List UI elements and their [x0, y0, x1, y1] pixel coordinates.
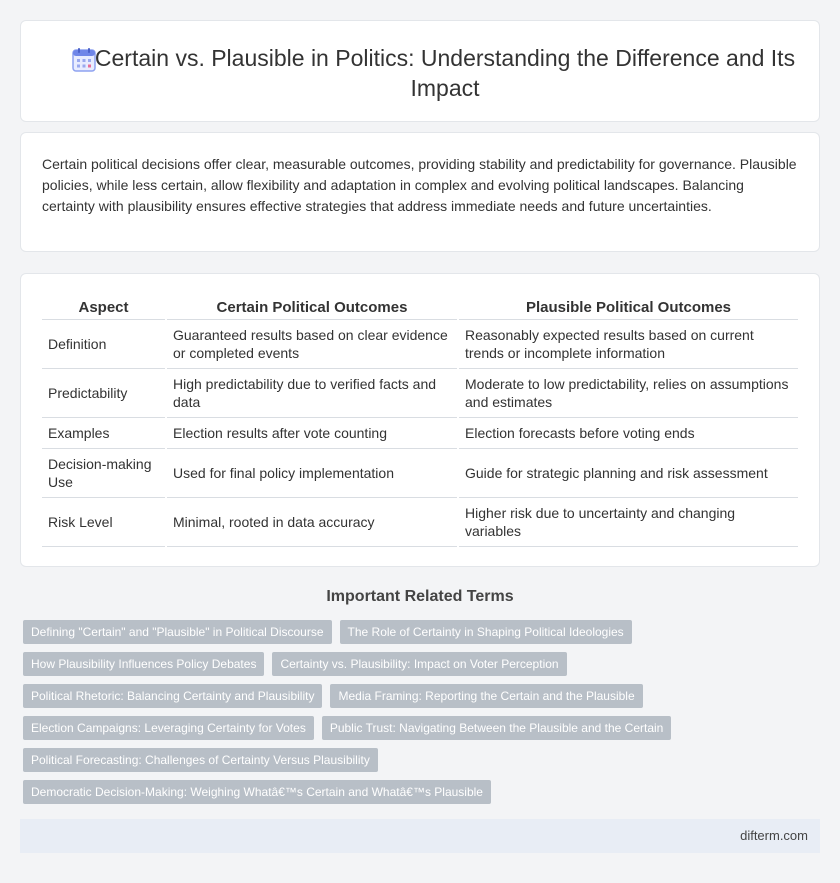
related-term-link[interactable]: Political Rhetoric: Balancing Certainty and Plausibility [23, 684, 322, 708]
related-term-link[interactable]: Election Campaigns: Leveraging Certainty for Votes [23, 716, 314, 740]
table-cell-certain: High predictability due to verified facts and data [166, 368, 458, 417]
table-cell-certain: Guaranteed results based on clear evidence or completed events [166, 319, 458, 368]
intro-text: Certain political decisions offer clear, measurable outcomes, providing stability and predictability for governance. Plausible policies, while less certain, allow flexibility and adaptation in complex and evolving political landscapes. Balancing certainty with plausibility ensures effective strategies that address immediate needs and future uncertainties. [42, 156, 797, 214]
tag-row [23, 620, 803, 644]
related-term-link[interactable]: Media Framing: Reporting the Certain and the Plausible [330, 684, 642, 708]
table-cell-aspect: Predictability [42, 368, 166, 417]
table-cell-certain: Used for final policy implementation [166, 448, 458, 497]
related-term-link[interactable]: Democratic Decision-Making: Weighing Whatâ€™s Certain and Whatâ€™s Plausible [23, 780, 491, 804]
table-cell-aspect: Risk Level [42, 497, 166, 546]
table-cell-aspect: Definition [42, 319, 166, 368]
related-term-link[interactable]: Political Forecasting: Challenges of Certainty Versus Plausibility [23, 748, 378, 772]
table-row [42, 417, 798, 448]
table-row [42, 368, 798, 417]
table-cell-plausible: Election forecasts before voting ends [458, 417, 798, 448]
column-header-plausible: Plausible Political Outcomes [458, 294, 798, 319]
footer [20, 819, 820, 853]
comparison-table [42, 294, 798, 547]
table-cell-aspect: Decision-making Use [42, 448, 166, 497]
table-cell-plausible: Higher risk due to uncertainty and changing variables [458, 497, 798, 546]
table-cell-certain: Election results after vote counting [166, 417, 458, 448]
calendar-icon [71, 47, 97, 73]
header [61, 43, 799, 103]
table-cell-aspect: Examples [42, 417, 166, 448]
page-title: Certain vs. Plausible in Politics: Understanding the Difference and Its Impact [94, 45, 796, 101]
table-row [42, 497, 798, 546]
related-term-link[interactable]: How Plausibility Influences Policy Debates [23, 652, 264, 676]
tag-row [23, 748, 803, 772]
related-term-link[interactable]: Certainty vs. Plausibility: Impact on Voter Perception [272, 652, 566, 676]
table-cell-plausible: Reasonably expected results based on current trends or incomplete information [458, 319, 798, 368]
related-term-link[interactable]: Defining "Certain" and "Plausible" in Political Discourse [23, 620, 332, 644]
header-card [20, 20, 820, 122]
column-header-certain: Certain Political Outcomes [166, 294, 458, 319]
tag-row [23, 780, 803, 804]
intro-card [20, 132, 820, 252]
related-term-link[interactable]: Public Trust: Navigating Between the Plausible and the Certain [322, 716, 672, 740]
column-header-aspect: Aspect [42, 294, 166, 319]
table-header-row [42, 294, 798, 319]
table-cell-certain: Minimal, rooted in data accuracy [166, 497, 458, 546]
table-row [42, 448, 798, 497]
table-cell-plausible: Guide for strategic planning and risk assessment [458, 448, 798, 497]
related-terms-title: Important Related Terms [326, 588, 514, 605]
table-cell-plausible: Moderate to low predictability, relies on assumptions and estimates [458, 368, 798, 417]
footer-site-link[interactable]: difterm.com [740, 828, 808, 843]
tag-row [23, 684, 803, 708]
tag-row [23, 652, 803, 676]
related-terms-list [23, 620, 803, 812]
comparison-card [20, 273, 820, 567]
tag-row [23, 716, 803, 740]
related-term-link[interactable]: The Role of Certainty in Shaping Political Ideologies [340, 620, 632, 644]
table-row [42, 319, 798, 368]
